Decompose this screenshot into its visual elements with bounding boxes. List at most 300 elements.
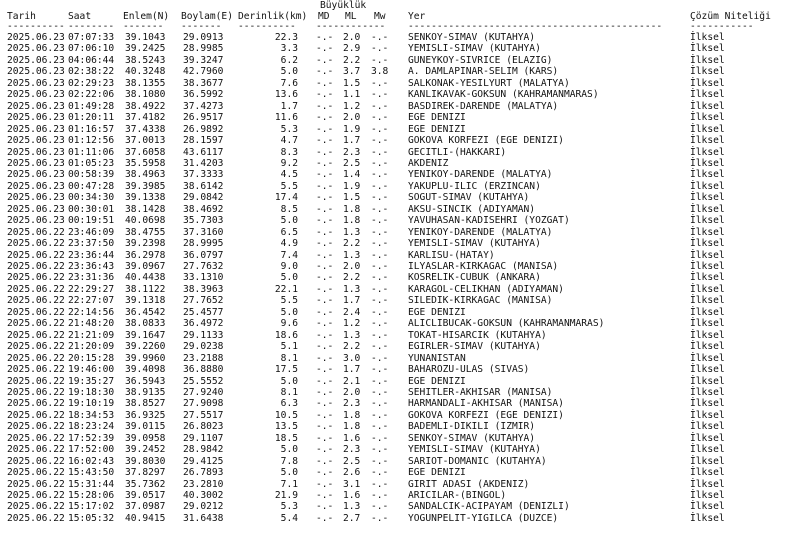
longitude-cell: 28.9995: [183, 238, 224, 250]
solution-quality-cell: İlksel: [690, 215, 725, 227]
depth-cell: 5.5: [280, 295, 298, 307]
ml-cell: 2.3: [343, 398, 361, 410]
time-cell: 15:43:50: [68, 467, 115, 479]
ml-cell: 1.3: [343, 226, 361, 238]
time-cell: 16:02:43: [68, 455, 115, 467]
col-header-date: Tarih: [7, 11, 36, 22]
solution-quality-cell: İlksel: [690, 341, 725, 353]
ml-cell: 1.8: [343, 421, 361, 433]
time-cell: 01:49:28: [68, 100, 115, 112]
col-header-depth: Derinlik(km): [238, 11, 308, 22]
mw-cell: -.-: [371, 180, 389, 192]
mw-cell: -.-: [371, 398, 389, 410]
md-cell: -.-: [316, 398, 334, 410]
longitude-cell: 27.9098: [183, 398, 224, 410]
mw-cell: -.-: [371, 261, 389, 272]
date-cell: 2025.06.22: [7, 306, 65, 318]
date-cell: 2025.06.22: [7, 432, 65, 444]
longitude-cell: 38.6142: [183, 180, 224, 192]
solution-quality-cell: İlksel: [690, 364, 725, 376]
separator-md: ------------: [316, 21, 386, 32]
table-row: [0, 135, 800, 146]
longitude-cell: 29.0913: [183, 32, 224, 43]
date-cell: 2025.06.22: [7, 226, 65, 238]
table-row: [0, 192, 800, 203]
solution-quality-cell: İlksel: [690, 386, 725, 398]
depth-cell: 17.5: [274, 364, 298, 376]
mw-cell: -.-: [371, 409, 389, 421]
latitude-cell: 39.3985: [125, 180, 166, 192]
ml-cell: 1.7: [343, 364, 361, 376]
md-cell: -.-: [316, 341, 334, 353]
md-cell: -.-: [316, 318, 334, 330]
md-cell: -.-: [316, 501, 334, 513]
location-cell: SENKOY-SIMAV (KUTAHYA): [408, 32, 536, 43]
latitude-cell: 38.1080: [125, 89, 166, 101]
md-cell: -.-: [316, 32, 334, 43]
separator-latitude: -------: [123, 21, 164, 32]
solution-quality-cell: İlksel: [690, 261, 725, 272]
solution-quality-cell: İlksel: [690, 501, 725, 513]
table-row: [0, 501, 800, 512]
latitude-cell: 39.0967: [125, 261, 166, 272]
location-cell: ILYASLAR-KIRKAGAC (MANISA): [408, 261, 559, 272]
location-cell: YEMISLI-SIMAV (KUTAHYA): [408, 444, 541, 456]
time-cell: 01:12:56: [68, 135, 115, 147]
latitude-cell: 36.5943: [125, 375, 166, 387]
md-cell: -.-: [316, 352, 334, 364]
solution-quality-cell: İlksel: [690, 306, 725, 318]
solution-quality-cell: İlksel: [690, 54, 725, 66]
time-cell: 22:29:27: [68, 283, 115, 295]
ml-cell: 1.7: [343, 135, 361, 147]
solution-quality-cell: İlksel: [690, 352, 725, 364]
ml-cell: 2.0: [343, 261, 361, 272]
table-row: [0, 78, 800, 89]
md-cell: -.-: [316, 238, 334, 250]
md-cell: -.-: [316, 249, 334, 261]
depth-cell: 21.9: [274, 490, 298, 501]
table-row: [0, 444, 800, 455]
table-row: [0, 307, 800, 318]
solution-quality-cell: İlksel: [690, 421, 725, 433]
longitude-cell: 37.3160: [183, 226, 224, 238]
depth-cell: 1.7: [280, 100, 298, 112]
md-cell: -.-: [316, 180, 334, 192]
md-cell: -.-: [316, 261, 334, 272]
solution-quality-cell: İlksel: [690, 192, 725, 204]
table-row: [0, 513, 800, 524]
table-row: [0, 147, 800, 158]
depth-cell: 5.0: [280, 306, 298, 318]
date-cell: 2025.06.22: [7, 341, 65, 353]
solution-quality-cell: İlksel: [690, 329, 725, 341]
table-row: [0, 227, 800, 238]
md-cell: -.-: [316, 329, 334, 341]
table-row: [0, 284, 800, 295]
location-cell: SENKOY-SIMAV (KUTAHYA): [408, 432, 536, 444]
solution-quality-cell: İlksel: [690, 432, 725, 444]
date-cell: 2025.06.22: [7, 375, 65, 387]
depth-cell: 4.9: [280, 238, 298, 250]
solution-quality-cell: İlksel: [690, 444, 725, 456]
depth-cell: 3.3: [280, 43, 298, 55]
solution-quality-cell: İlksel: [690, 203, 725, 215]
ml-cell: 1.5: [343, 77, 361, 89]
depth-cell: 5.1: [280, 341, 298, 353]
location-cell: YAVUHASAN-KADISEHRI (YOZGAT): [408, 215, 570, 227]
mw-cell: -.-: [371, 455, 389, 467]
time-cell: 00:30:01: [68, 203, 115, 215]
longitude-cell: 38.3963: [183, 283, 224, 295]
longitude-cell: 35.7303: [183, 215, 224, 227]
ml-cell: 1.3: [343, 329, 361, 341]
longitude-cell: 43.6117: [183, 146, 224, 158]
depth-cell: 5.3: [280, 501, 298, 513]
longitude-cell: 33.1310: [183, 272, 224, 284]
date-cell: 2025.06.22: [7, 386, 65, 398]
time-cell: 18:34:53: [68, 409, 115, 421]
mw-cell: -.-: [371, 215, 389, 227]
depth-cell: 7.8: [280, 455, 298, 467]
longitude-cell: 29.1107: [183, 432, 224, 444]
table-row: [0, 124, 800, 135]
location-cell: EGE DENIZI: [408, 112, 466, 124]
date-cell: 2025.06.22: [7, 272, 65, 284]
longitude-cell: 26.7893: [183, 467, 224, 479]
longitude-cell: 23.2188: [183, 352, 224, 364]
table-row: [0, 341, 800, 352]
latitude-cell: 40.0698: [125, 215, 166, 227]
location-cell: GOKOVA KORFEZI (EGE DENIZI): [408, 409, 564, 421]
latitude-cell: 39.1318: [125, 295, 166, 307]
time-cell: 19:46:00: [68, 364, 115, 376]
longitude-cell: 38.3677: [183, 77, 224, 89]
longitude-cell: 31.4203: [183, 157, 224, 169]
table-row: [0, 66, 800, 77]
latitude-cell: 36.9325: [125, 409, 166, 421]
depth-cell: 10.5: [274, 409, 298, 421]
solution-quality-cell: İlksel: [690, 135, 725, 147]
depth-cell: 5.3: [280, 123, 298, 135]
table-row: [0, 330, 800, 341]
solution-quality-cell: İlksel: [690, 455, 725, 467]
col-header-latitude: Enlem(N): [123, 11, 170, 22]
md-cell: -.-: [316, 192, 334, 204]
time-cell: 02:38:22: [68, 66, 115, 78]
mw-cell: -.-: [371, 112, 389, 124]
ml-cell: 2.0: [343, 32, 361, 43]
mw-cell: -.-: [371, 135, 389, 147]
location-cell: YEMISLI-SIMAV (KUTAHYA): [408, 238, 541, 250]
time-cell: 23:36:44: [68, 249, 115, 261]
md-cell: -.-: [316, 478, 334, 490]
solution-quality-cell: İlksel: [690, 318, 725, 330]
location-cell: BAHAROZU-ULAS (SIVAS): [408, 364, 530, 376]
location-cell: HARMANDALI-AKHISAR (MANISA): [408, 398, 564, 410]
longitude-cell: 36.5992: [183, 89, 224, 101]
longitude-cell: 26.9892: [183, 123, 224, 135]
md-cell: -.-: [316, 66, 334, 78]
mw-cell: -.-: [371, 501, 389, 513]
table-row: [0, 421, 800, 432]
longitude-cell: 26.8023: [183, 421, 224, 433]
longitude-cell: 29.0212: [183, 501, 224, 513]
ml-cell: 1.2: [343, 318, 361, 330]
latitude-cell: 38.1355: [125, 77, 166, 89]
longitude-cell: 23.2810: [183, 478, 224, 490]
ml-cell: 1.6: [343, 490, 361, 501]
md-cell: -.-: [316, 272, 334, 284]
ml-cell: 2.1: [343, 375, 361, 387]
table-row: [0, 456, 800, 467]
ml-cell: 1.8: [343, 203, 361, 215]
depth-cell: 5.0: [280, 444, 298, 456]
date-cell: 2025.06.22: [7, 512, 65, 524]
ml-cell: 2.4: [343, 306, 361, 318]
latitude-cell: 37.8297: [125, 467, 166, 479]
ml-cell: 2.5: [343, 157, 361, 169]
mw-cell: -.-: [371, 386, 389, 398]
latitude-cell: 35.5958: [125, 157, 166, 169]
md-cell: -.-: [316, 295, 334, 307]
depth-cell: 11.6: [274, 112, 298, 124]
location-cell: GUNEYKOY-SIVRICE (ELAZIG): [408, 54, 553, 66]
magnitude-group-header: Büyüklük: [320, 0, 367, 11]
table-row: [0, 272, 800, 283]
time-cell: 01:11:06: [68, 146, 115, 158]
longitude-cell: 37.4273: [183, 100, 224, 112]
md-cell: -.-: [316, 226, 334, 238]
solution-quality-cell: İlksel: [690, 490, 725, 501]
longitude-cell: 39.3247: [183, 54, 224, 66]
time-cell: 23:36:43: [68, 261, 115, 272]
latitude-cell: 38.0833: [125, 318, 166, 330]
mw-cell: -.-: [371, 341, 389, 353]
date-cell: 2025.06.23: [7, 32, 65, 43]
solution-quality-cell: İlksel: [690, 226, 725, 238]
ml-cell: 2.2: [343, 272, 361, 284]
date-cell: 2025.06.23: [7, 192, 65, 204]
location-cell: AKSU-SINCIK (ADIYAMAN): [408, 203, 536, 215]
date-cell: 2025.06.23: [7, 54, 65, 66]
ml-cell: 1.6: [343, 432, 361, 444]
ml-cell: 2.5: [343, 455, 361, 467]
longitude-cell: 37.3333: [183, 169, 224, 181]
depth-cell: 7.4: [280, 249, 298, 261]
longitude-cell: 25.5552: [183, 375, 224, 387]
table-row: [0, 364, 800, 375]
time-cell: 00:19:51: [68, 215, 115, 227]
location-cell: AKDENIZ: [408, 157, 449, 169]
latitude-cell: 40.4438: [125, 272, 166, 284]
depth-cell: 18.6: [274, 329, 298, 341]
time-cell: 23:37:50: [68, 238, 115, 250]
mw-cell: -.-: [371, 352, 389, 364]
table-row: [0, 89, 800, 100]
solution-quality-cell: İlksel: [690, 409, 725, 421]
location-cell: EGE DENIZI: [408, 123, 466, 135]
location-cell: BADEMLI-DIKILI (IZMIR): [408, 421, 536, 433]
depth-cell: 5.0: [280, 66, 298, 78]
latitude-cell: 37.4338: [125, 123, 166, 135]
md-cell: -.-: [316, 169, 334, 181]
depth-cell: 13.6: [274, 89, 298, 101]
mw-cell: -.-: [371, 77, 389, 89]
mw-cell: -.-: [371, 478, 389, 490]
md-cell: -.-: [316, 364, 334, 376]
ml-cell: 1.3: [343, 249, 361, 261]
time-cell: 15:28:06: [68, 490, 115, 501]
longitude-cell: 26.9517: [183, 112, 224, 124]
location-cell: YOGUNPELIT-YIGILCA (DUZCE): [408, 512, 559, 524]
depth-cell: 5.4: [280, 512, 298, 524]
depth-cell: 6.5: [280, 226, 298, 238]
location-cell: BASDIREK-DARENDE (MALATYA): [408, 100, 559, 112]
solution-quality-cell: İlksel: [690, 100, 725, 112]
solution-quality-cell: İlksel: [690, 157, 725, 169]
mw-cell: -.-: [371, 43, 389, 55]
depth-cell: 17.4: [274, 192, 298, 204]
ml-cell: 1.4: [343, 169, 361, 181]
ml-cell: 2.7: [343, 512, 361, 524]
solution-quality-cell: İlksel: [690, 272, 725, 284]
location-cell: GECITLI-(HAKKARI): [408, 146, 507, 158]
col-header-solution-quality: Çözüm Niteliği: [690, 11, 771, 22]
latitude-cell: 39.2425: [125, 43, 166, 55]
date-cell: 2025.06.22: [7, 409, 65, 421]
date-cell: 2025.06.22: [7, 283, 65, 295]
table-row: [0, 250, 800, 261]
location-cell: GOKOVA KORFEZI (EGE DENIZI): [408, 135, 564, 147]
md-cell: -.-: [316, 306, 334, 318]
solution-quality-cell: İlksel: [690, 32, 725, 43]
longitude-cell: 29.4125: [183, 455, 224, 467]
longitude-cell: 29.0238: [183, 341, 224, 353]
md-cell: -.-: [316, 444, 334, 456]
depth-cell: 9.0: [280, 261, 298, 272]
solution-quality-cell: İlksel: [690, 112, 725, 124]
date-cell: 2025.06.23: [7, 43, 65, 55]
time-cell: 04:06:44: [68, 54, 115, 66]
latitude-cell: 39.1338: [125, 192, 166, 204]
longitude-cell: 36.8880: [183, 364, 224, 376]
latitude-cell: 37.4182: [125, 112, 166, 124]
location-cell: KOSRELIK-CUBUK (ANKARA): [408, 272, 541, 284]
latitude-cell: 35.7362: [125, 478, 166, 490]
table-row: [0, 318, 800, 329]
longitude-cell: 38.4692: [183, 203, 224, 215]
latitude-cell: 37.0013: [125, 135, 166, 147]
latitude-cell: 39.0958: [125, 432, 166, 444]
time-cell: 07:06:10: [68, 43, 115, 55]
mw-cell: -.-: [371, 444, 389, 456]
time-cell: 17:52:00: [68, 444, 115, 456]
latitude-cell: 38.1122: [125, 283, 166, 295]
table-row: [0, 158, 800, 169]
mw-cell: -.-: [371, 32, 389, 43]
depth-cell: 5.0: [280, 375, 298, 387]
time-cell: 21:21:09: [68, 329, 115, 341]
ml-cell: 2.3: [343, 444, 361, 456]
date-cell: 2025.06.22: [7, 352, 65, 364]
solution-quality-cell: İlksel: [690, 89, 725, 101]
latitude-cell: 39.0115: [125, 421, 166, 433]
solution-quality-cell: İlksel: [690, 283, 725, 295]
latitude-cell: 36.2978: [125, 249, 166, 261]
solution-quality-cell: İlksel: [690, 43, 725, 55]
date-cell: 2025.06.22: [7, 421, 65, 433]
mw-cell: -.-: [371, 432, 389, 444]
date-cell: 2025.06.23: [7, 180, 65, 192]
date-cell: 2025.06.23: [7, 157, 65, 169]
date-cell: 2025.06.23: [7, 135, 65, 147]
date-cell: 2025.06.23: [7, 146, 65, 158]
solution-quality-cell: İlksel: [690, 295, 725, 307]
mw-cell: -.-: [371, 192, 389, 204]
location-cell: SALKONAK-YESILYURT (MALATYA): [408, 77, 570, 89]
time-cell: 17:52:39: [68, 432, 115, 444]
mw-cell: -.-: [371, 512, 389, 524]
time-cell: 21:20:09: [68, 341, 115, 353]
latitude-cell: 38.4755: [125, 226, 166, 238]
location-cell: EGE DENIZI: [408, 467, 466, 479]
location-cell: YENIKOY-DARENDE (MALATYA): [408, 169, 553, 181]
md-cell: -.-: [316, 409, 334, 421]
date-cell: 2025.06.22: [7, 501, 65, 513]
table-row: [0, 32, 800, 43]
ml-cell: 2.0: [343, 112, 361, 124]
time-cell: 21:48:20: [68, 318, 115, 330]
longitude-cell: 28.9842: [183, 444, 224, 456]
latitude-cell: 38.4922: [125, 100, 166, 112]
mw-cell: -.-: [371, 100, 389, 112]
separator-depth: ----------: [238, 21, 296, 32]
depth-cell: 5.0: [280, 215, 298, 227]
latitude-cell: 40.9415: [125, 512, 166, 524]
solution-quality-cell: İlksel: [690, 169, 725, 181]
date-cell: 2025.06.23: [7, 77, 65, 89]
time-cell: 15:17:02: [68, 501, 115, 513]
mw-cell: -.-: [371, 89, 389, 101]
date-cell: 2025.06.23: [7, 89, 65, 101]
latitude-cell: 39.2452: [125, 444, 166, 456]
latitude-cell: 38.4963: [125, 169, 166, 181]
separator-solution-quality: -----------: [690, 21, 754, 32]
depth-cell: 22.1: [274, 283, 298, 295]
mw-cell: -.-: [371, 329, 389, 341]
latitude-cell: 39.8030: [125, 455, 166, 467]
depth-cell: 5.0: [280, 272, 298, 284]
time-cell: 00:47:28: [68, 180, 115, 192]
location-cell: SEHITLER-AKHISAR (MANISA): [408, 386, 553, 398]
table-row: [0, 376, 800, 387]
date-cell: 2025.06.22: [7, 364, 65, 376]
date-cell: 2025.06.22: [7, 455, 65, 467]
col-header-mw: Mw: [374, 11, 386, 22]
longitude-cell: 36.0797: [183, 249, 224, 261]
date-cell: 2025.06.22: [7, 467, 65, 479]
ml-cell: 1.9: [343, 123, 361, 135]
longitude-cell: 27.7632: [183, 261, 224, 272]
time-cell: 22:27:07: [68, 295, 115, 307]
longitude-cell: 25.4577: [183, 306, 224, 318]
longitude-cell: 36.4972: [183, 318, 224, 330]
ml-cell: 1.8: [343, 409, 361, 421]
date-cell: 2025.06.23: [7, 215, 65, 227]
depth-cell: 6.3: [280, 398, 298, 410]
longitude-cell: 40.3002: [183, 490, 224, 501]
